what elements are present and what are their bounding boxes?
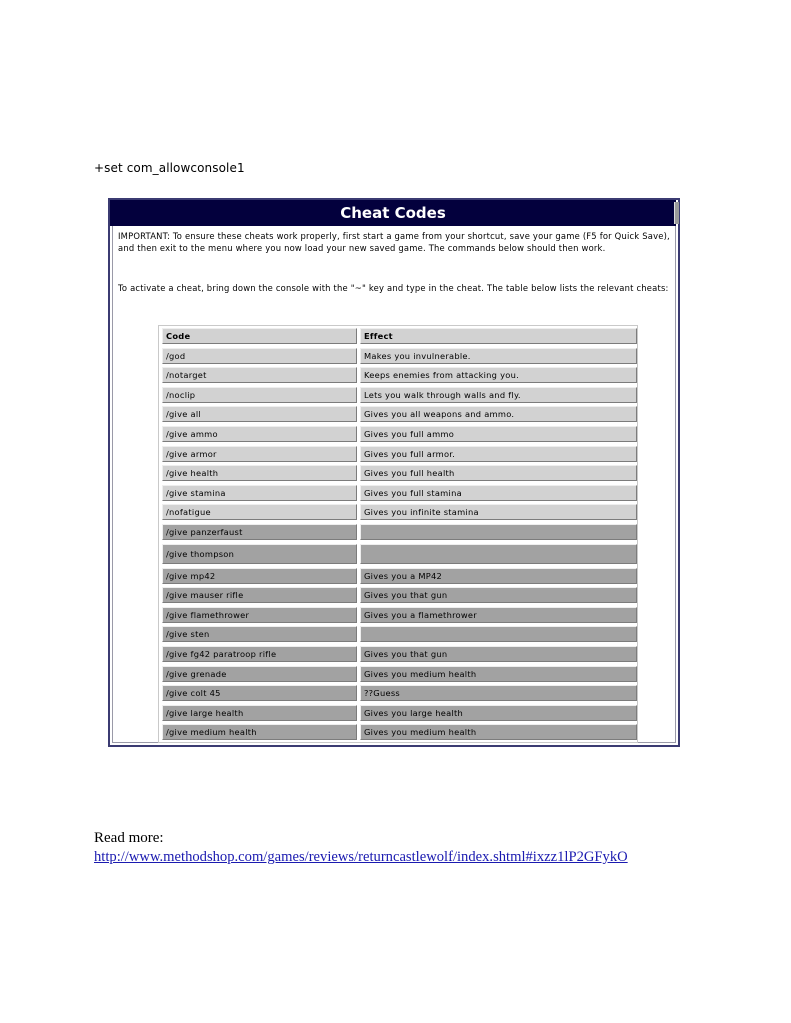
table-row bbox=[159, 424, 637, 444]
cheat-effect-cell: Gives you medium health bbox=[360, 666, 637, 682]
table-row bbox=[159, 566, 637, 586]
title-bar-edge bbox=[674, 202, 679, 224]
table-row bbox=[159, 542, 637, 566]
activation-instructions: To activate a cheat, bring down the console with the "~" key and type in the cheat. The table below lists the relevant cheats: bbox=[118, 283, 669, 293]
cheat-code-cell: /notarget bbox=[162, 367, 357, 383]
cheat-code-cell: /give colt 45 bbox=[162, 685, 357, 701]
table-row bbox=[159, 644, 637, 664]
cheat-effect-cell bbox=[360, 524, 637, 540]
cheat-effect-cell: Gives you full armor. bbox=[360, 446, 637, 462]
cheat-effect-cell: Gives you a flamethrower bbox=[360, 607, 637, 623]
cheat-effect-cell bbox=[360, 544, 637, 564]
table-row bbox=[159, 404, 637, 424]
cheat-effect-cell: Gives you full ammo bbox=[360, 426, 637, 442]
table-row bbox=[159, 722, 637, 742]
cheat-codes-title: Cheat Codes bbox=[110, 200, 676, 226]
cheat-code-cell: /give all bbox=[162, 406, 357, 422]
cheat-code-cell: /give sten bbox=[162, 626, 357, 642]
cheat-effect-cell: Gives you a MP42 bbox=[360, 568, 637, 584]
cheat-effect-cell: Gives you that gun bbox=[360, 646, 637, 662]
important-note: IMPORTANT: To ensure these cheats work properly, first start a game from your shortcut, save your game (F5 for Quick Save), and then exit to the menu where you now load your new saved game. The commands below should then work. bbox=[118, 231, 670, 253]
cheat-code-cell: /give health bbox=[162, 465, 357, 481]
cheat-effect-cell: ??Guess bbox=[360, 685, 637, 701]
cheat-codes-body bbox=[112, 226, 676, 743]
cheat-code-cell: /give fg42 paratroop rifle bbox=[162, 646, 357, 662]
table-row bbox=[159, 444, 637, 464]
cheat-effect-cell: Gives you medium health bbox=[360, 724, 637, 740]
table-row bbox=[159, 605, 637, 625]
cheat-code-cell: /nofatigue bbox=[162, 504, 357, 520]
cheat-effect-cell: Gives you full health bbox=[360, 465, 637, 481]
cheat-effect-cell: Gives you all weapons and ammo. bbox=[360, 406, 637, 422]
cheat-effect-cell: Gives you infinite stamina bbox=[360, 504, 637, 520]
cheat-code-cell: /give panzerfaust bbox=[162, 524, 357, 540]
table-row bbox=[159, 585, 637, 605]
table-row bbox=[159, 346, 637, 366]
cheat-code-cell: /give mp42 bbox=[162, 568, 357, 584]
cheat-code-cell: /noclip bbox=[162, 387, 357, 403]
cheat-code-cell: /give flamethrower bbox=[162, 607, 357, 623]
table-row bbox=[159, 385, 637, 405]
cheat-effect-cell: Lets you walk through walls and fly. bbox=[360, 387, 637, 403]
read-more-link[interactable]: http://www.methodshop.com/games/reviews/returncastlewolf/index.shtml#ixzz1lP2GFykO bbox=[94, 849, 628, 865]
table-header-row bbox=[159, 326, 637, 346]
cheat-code-cell: /give grenade bbox=[162, 666, 357, 682]
table-row bbox=[159, 703, 637, 723]
console-command-text: +set com_allowconsole1 bbox=[94, 161, 245, 175]
table-row bbox=[159, 502, 637, 522]
header-code: Code bbox=[162, 328, 357, 344]
cheat-table bbox=[158, 325, 638, 743]
cheat-code-cell: /give medium health bbox=[162, 724, 357, 740]
table-row bbox=[159, 463, 637, 483]
read-more-label: Read more: bbox=[94, 830, 164, 846]
table-row bbox=[159, 624, 637, 644]
cheat-effect-cell: Keeps enemies from attacking you. bbox=[360, 367, 637, 383]
cheat-code-cell: /god bbox=[162, 348, 357, 364]
cheat-effect-cell: Gives you full stamina bbox=[360, 485, 637, 501]
cheat-code-cell: /give stamina bbox=[162, 485, 357, 501]
cheat-code-cell: /give armor bbox=[162, 446, 357, 462]
cheat-code-cell: /give large health bbox=[162, 705, 357, 721]
cheat-effect-cell: Makes you invulnerable. bbox=[360, 348, 637, 364]
cheat-effect-cell: Gives you large health bbox=[360, 705, 637, 721]
table-row bbox=[159, 664, 637, 684]
cheat-codes-box bbox=[108, 198, 680, 747]
table-row bbox=[159, 683, 637, 703]
table-row bbox=[159, 522, 637, 542]
cheat-effect-cell: Gives you that gun bbox=[360, 587, 637, 603]
table-row bbox=[159, 483, 637, 503]
header-effect: Effect bbox=[360, 328, 637, 344]
cheat-code-cell: /give thompson bbox=[162, 544, 357, 564]
cheat-effect-cell bbox=[360, 626, 637, 642]
cheat-code-cell: /give ammo bbox=[162, 426, 357, 442]
cheat-code-cell: /give mauser rifle bbox=[162, 587, 357, 603]
table-row bbox=[159, 365, 637, 385]
